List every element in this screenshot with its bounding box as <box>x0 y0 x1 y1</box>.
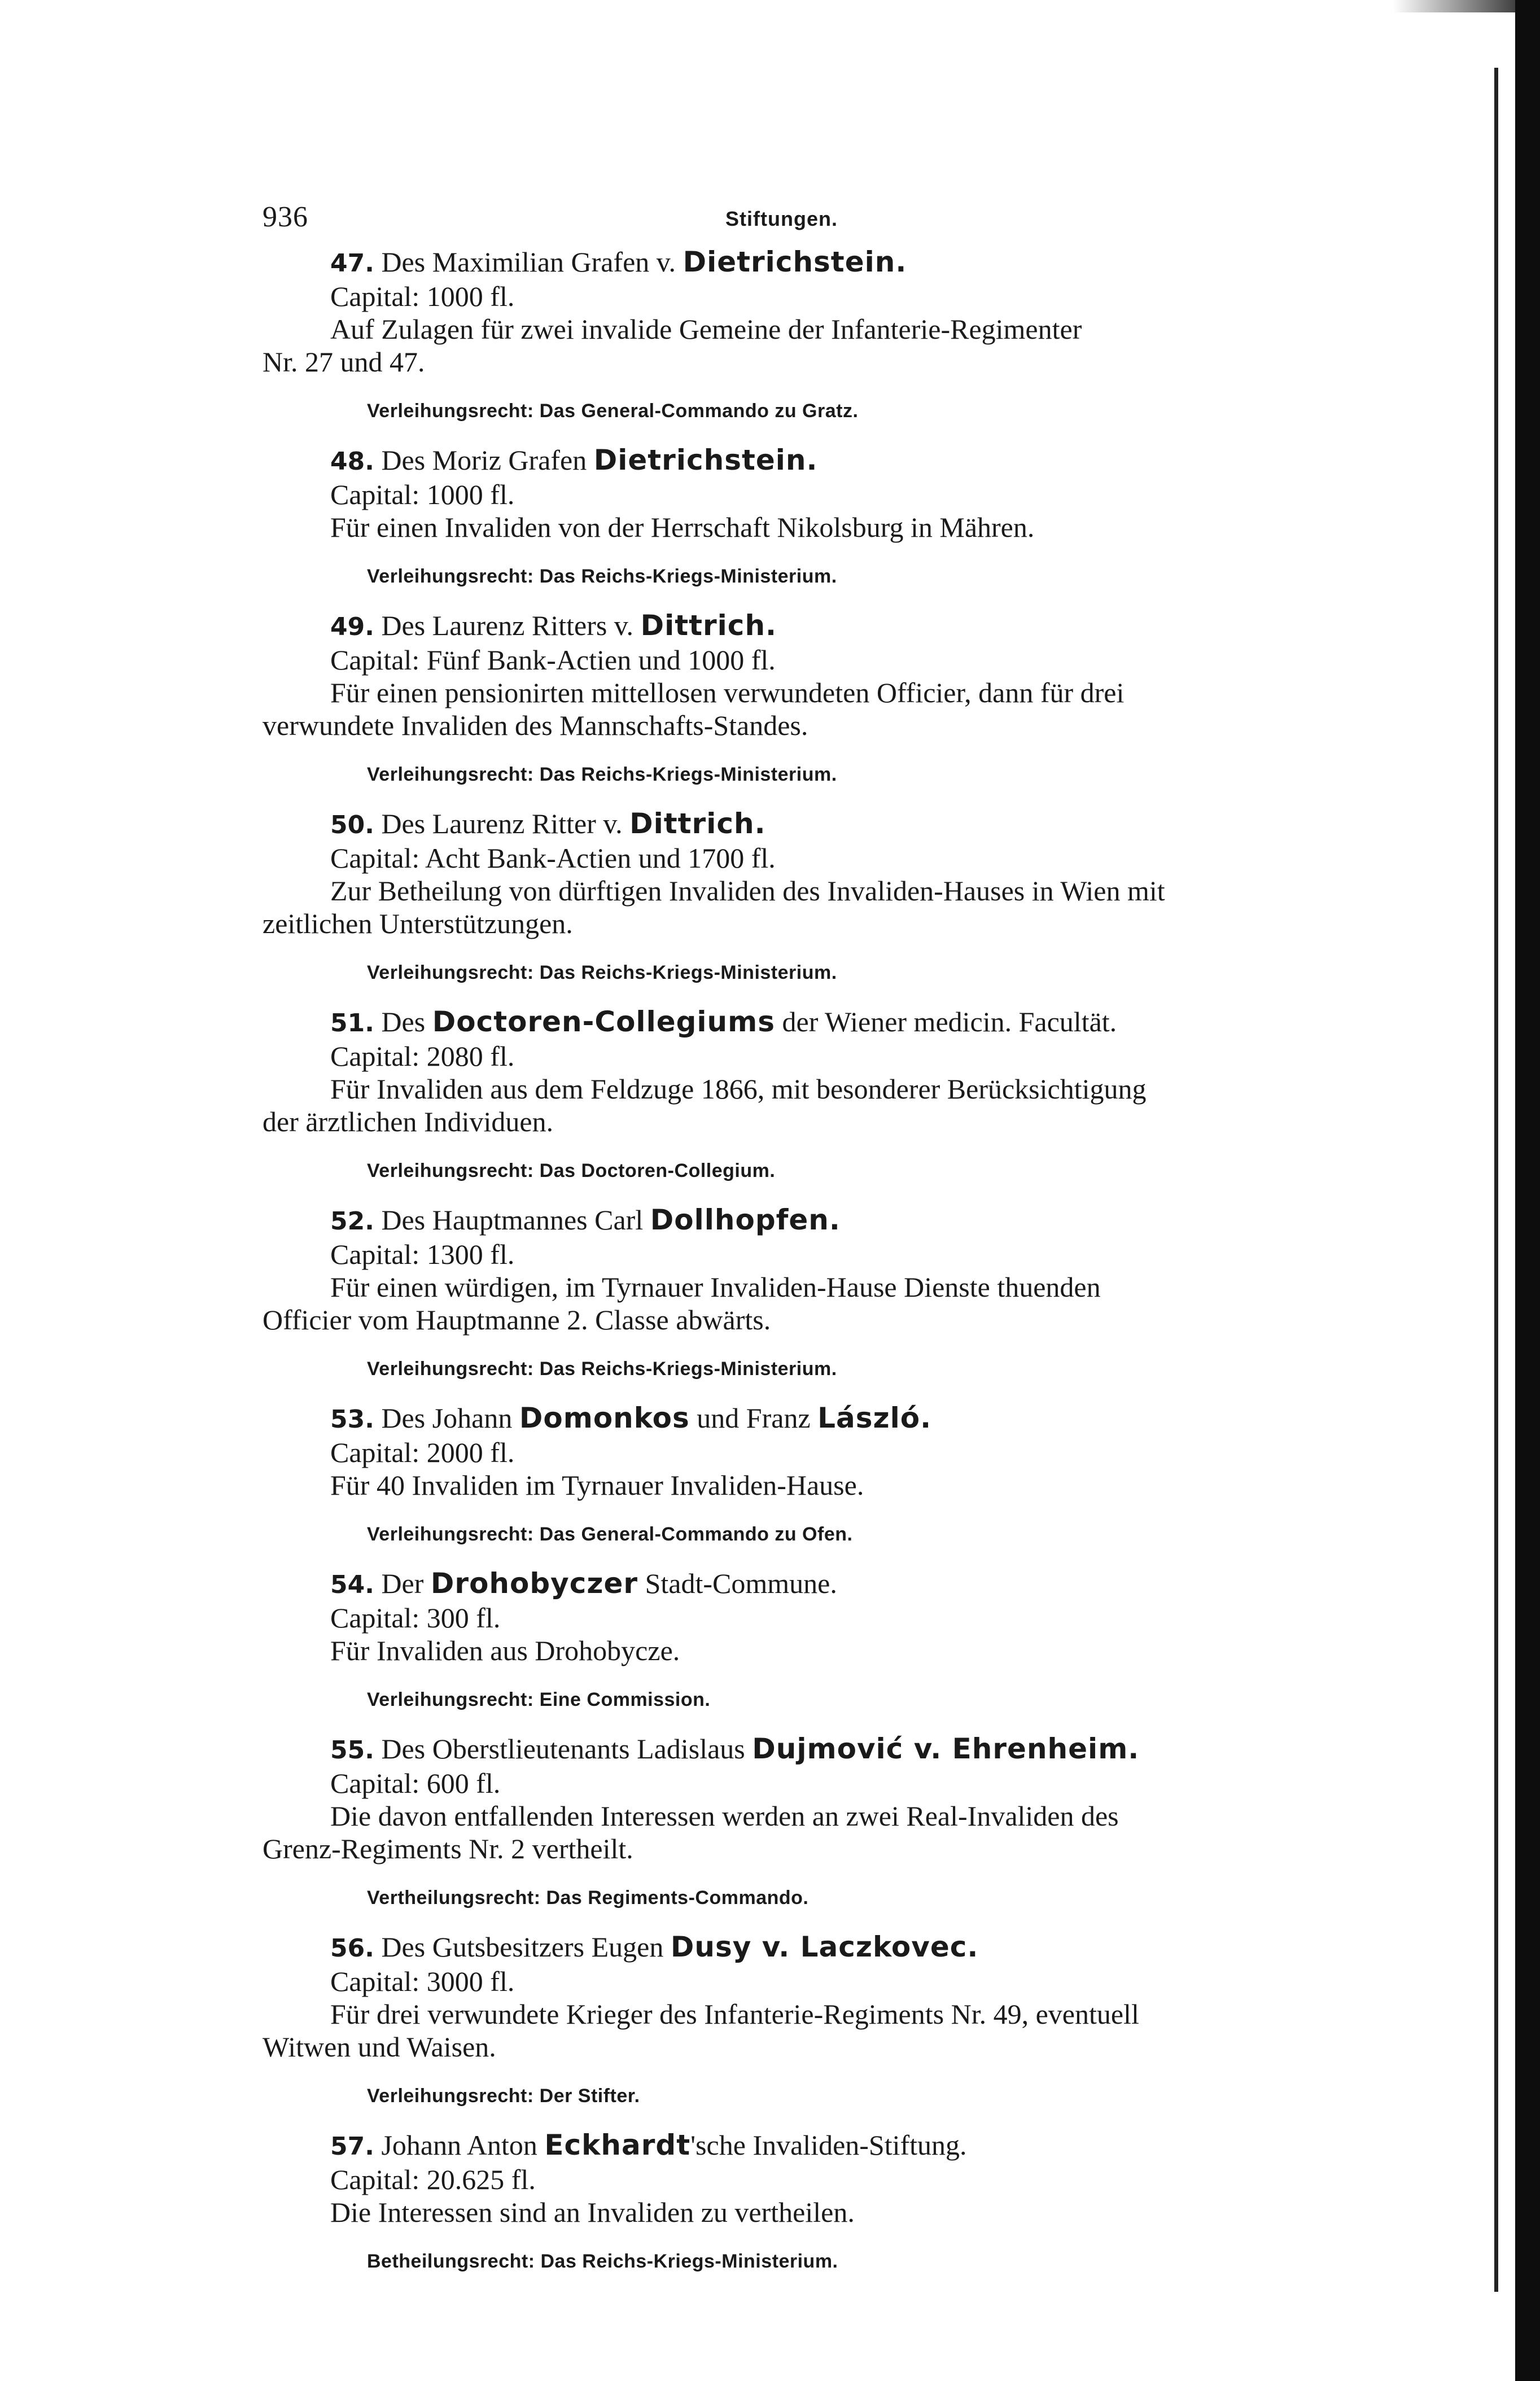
entry-right-holder: Verleihungsrecht: Das Reichs-Kriegs-Ministerium. <box>367 566 837 587</box>
scan-border-line <box>1494 68 1498 2292</box>
founder-name-second: László. <box>817 1402 932 1434</box>
entry-title: 56. Des Gutsbesitzers Eugen Dusy v. Laczkovec. <box>330 1931 979 1963</box>
entry-text: Die Interessen sind an Invaliden zu vertheilen. <box>330 2196 855 2228</box>
entry-text: Für drei verwundete Krieger des Infanterie-Regiments Nr. 49, eventuell <box>330 1998 1139 2030</box>
entry-capital: Capital: 2080 fl. <box>330 1040 515 1072</box>
entry-49 <box>262 609 1324 788</box>
entry-title: 53. Des Johann Domonkos und Franz László. <box>330 1402 932 1434</box>
entry-right-holder: Verleihungsrecht: Das General-Commando zu Ofen. <box>367 1524 853 1545</box>
entry-number: 52. <box>330 1207 374 1236</box>
entry-right-holder: Verleihungsrecht: Das Reichs-Kriegs-Ministerium. <box>367 962 837 983</box>
entry-capital: Capital: 2000 fl. <box>330 1437 515 1468</box>
entry-number: 54. <box>330 1570 374 1599</box>
entry-number: 53. <box>330 1405 374 1434</box>
entry-capital: Capital: 20.625 fl. <box>330 2164 536 2195</box>
entry-capital: Capital: Fünf Bank-Actien und 1000 fl. <box>330 644 776 676</box>
entry-capital: Capital: 600 fl. <box>330 1767 501 1799</box>
entry-right-holder: Verleihungsrecht: Der Stifter. <box>367 2085 640 2107</box>
entry-title: 47. Des Maximilian Grafen v. Dietrichstein. <box>330 246 907 278</box>
page-number: 936 <box>262 201 308 233</box>
entry-text: Für einen pensionirten mittellosen verwundeten Officier, dann für drei <box>330 677 1125 708</box>
entry-capital: Capital: 1000 fl. <box>330 281 515 312</box>
founder-name: Dietrichstein. <box>683 246 907 278</box>
entry-text-continued: Grenz-Regiments Nr. 2 vertheilt. <box>262 1833 633 1864</box>
entry-text-continued: verwundete Invaliden des Mannschafts-Standes. <box>262 710 808 741</box>
entry-right-holder: Verleihungsrecht: Eine Commission. <box>367 1689 711 1710</box>
entry-title: 54. Der Drohobyczer Stadt-Commune. <box>330 1567 837 1600</box>
entry-number: 49. <box>330 612 374 641</box>
entry-number: 51. <box>330 1009 374 1038</box>
founder-name: Eckhardt <box>544 2129 691 2161</box>
entry-number: 57. <box>330 2132 374 2161</box>
entry-54 <box>262 1567 1324 1713</box>
entry-right-holder: Verleihungsrecht: Das General-Commando zu Gratz. <box>367 400 859 422</box>
page-header <box>262 195 1324 246</box>
founder-name: Dittrich. <box>640 609 777 642</box>
entry-51 <box>262 1005 1324 1184</box>
entry-57 <box>262 2129 1324 2275</box>
entry-capital: Capital: 3000 fl. <box>330 1966 515 1997</box>
entry-text-continued: der ärztlichen Individuen. <box>262 1106 554 1137</box>
entry-text-continued: Officier vom Hauptmanne 2. Classe abwärts. <box>262 1304 771 1336</box>
entry-56 <box>262 1931 1324 2109</box>
founder-name: Dusy v. Laczkovec. <box>670 1931 979 1963</box>
entry-text: Die davon entfallenden Interessen werden an zwei Real-Invaliden des <box>330 1800 1119 1832</box>
founder-name: Dietrichstein. <box>593 444 818 476</box>
entry-text-continued: Witwen und Waisen. <box>262 2031 496 2063</box>
entry-right-holder: Verleihungsrecht: Das Doctoren-Collegium. <box>367 1160 776 1181</box>
entry-text: Für einen würdigen, im Tyrnauer Invaliden-Hause Dienste thuenden <box>330 1271 1101 1303</box>
entry-capital: Capital: 300 fl. <box>330 1602 501 1634</box>
entry-title: 50. Des Laurenz Ritter v. Dittrich. <box>330 807 766 840</box>
entry-47 <box>262 246 1324 424</box>
founder-name: Doctoren-Collegiums <box>432 1005 775 1038</box>
entry-title: 49. Des Laurenz Ritters v. Dittrich. <box>330 609 777 642</box>
entry-text: Für Invaliden aus dem Feldzuge 1866, mit besonderer Berücksichtigung <box>330 1073 1147 1105</box>
book-page <box>262 195 1324 2294</box>
entry-number: 48. <box>330 447 374 476</box>
entry-right-holder: Verleihungsrecht: Das Reichs-Kriegs-Ministerium. <box>367 764 837 785</box>
founder-name: Dujmović v. Ehrenheim. <box>752 1732 1140 1765</box>
entry-text: Zur Betheilung von dürftigen Invaliden des Invaliden-Hauses in Wien mit <box>330 875 1165 907</box>
entry-title: 48. Des Moriz Grafen Dietrichstein. <box>330 444 818 476</box>
entry-right-holder: Betheilungsrecht: Das Reichs-Kriegs-Ministerium. <box>367 2251 838 2272</box>
entry-text-continued: Nr. 27 und 47. <box>262 346 425 378</box>
entry-capital: Capital: 1300 fl. <box>330 1238 515 1270</box>
entry-right-holder: Verleihungsrecht: Das Reichs-Kriegs-Ministerium. <box>367 1358 837 1380</box>
entry-text: Auf Zulagen für zwei invalide Gemeine der Infanterie-Regimenter <box>330 313 1082 345</box>
founder-name: Drohobyczer <box>430 1567 638 1600</box>
entry-title: 51. Des Doctoren-Collegiums der Wiener medicin. Facultät. <box>330 1005 1117 1038</box>
entry-title: 57. Johann Anton Eckhardt'sche Invaliden-Stiftung. <box>330 2129 967 2161</box>
entry-capital: Capital: Acht Bank-Actien und 1700 fl. <box>330 842 776 874</box>
entry-55 <box>262 1732 1324 1911</box>
entry-number: 50. <box>330 811 374 839</box>
entry-50 <box>262 807 1324 986</box>
entry-text: Für einen Invaliden von der Herrschaft Nikolsburg in Mähren. <box>330 511 1035 543</box>
entry-title: 52. Des Hauptmannes Carl Dollhopfen. <box>330 1203 841 1236</box>
founder-name: Dittrich. <box>629 807 766 840</box>
scan-border-edge <box>1515 0 1540 2381</box>
entry-53 <box>262 1402 1324 1548</box>
entry-right-holder: Vertheilungsrecht: Das Regiments-Commando. <box>367 1887 809 1909</box>
entry-text: Für 40 Invaliden im Tyrnauer Invaliden-Hause. <box>330 1469 864 1501</box>
entry-text-continued: zeitlichen Unterstützungen. <box>262 908 573 939</box>
founder-name: Domonkos <box>519 1402 690 1434</box>
entry-52 <box>262 1203 1324 1382</box>
entry-capital: Capital: 1000 fl. <box>330 479 515 510</box>
entry-number: 55. <box>330 1736 374 1765</box>
entry-title: 55. Des Oberstlieutenants Ladislaus Dujmović v. Ehrenheim. <box>330 1732 1140 1765</box>
entry-number: 47. <box>330 249 374 278</box>
entry-text: Für Invaliden aus Drohobycze. <box>330 1635 680 1666</box>
entry-48 <box>262 444 1324 590</box>
founder-name: Dollhopfen. <box>650 1203 841 1236</box>
running-title: Stiftungen. <box>725 207 838 230</box>
entry-number: 56. <box>330 1934 374 1963</box>
